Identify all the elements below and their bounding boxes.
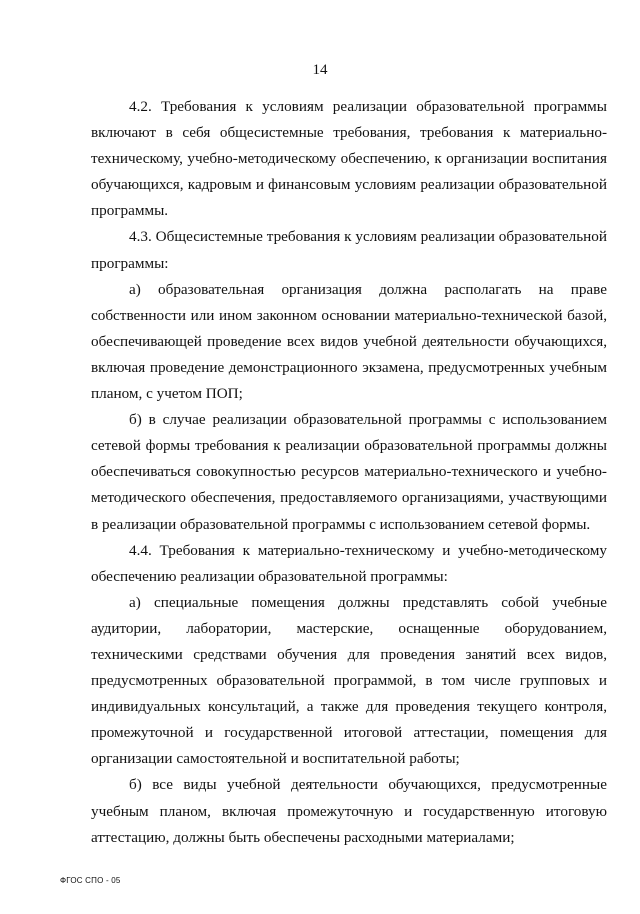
paragraph-4-3-a: а) образовательная организация должна располагать на праве собственности или ином законном основании материально-технической базой, обеспечивающей проведение всех видов учебной деятельности обучающихся, включая проведение демонстрационного экзамена, предусмотренных учебным планом, с учетом ПОП; [91,280,607,403]
footer-label: ФГОС СПО - 05 [60,876,121,885]
page-number: 14 [312,62,328,78]
paragraph-4-3-b: б) в случае реализации образовательной программы с использованием сетевой формы требования к реализации образовательной программы должны обеспечиваться совокупностью ресурсов материально-технического и учебно-методического обеспечения, предоставляемого организациями, участвующими в реализации образовательной программы с использованием сетевой формы. [91,411,607,533]
body-text [91,94,607,851]
paragraph-4-4-a: а) специальные помещения должны представлять собой учебные аудитории, лаборатории, мастерские, оснащенные оборудованием, техническими средствами обучения для проведения занятий всех видов, предусмотренных образовательной программой, в том числе групповых и индивидуальных консультаций, а также для проведения текущего контроля, промежуточной и государственной итоговой аттестации, помещения для организации самостоятельной и воспитательной работы; [91,593,607,768]
paragraph-4-2: 4.2. Требования к условиям реализации образовательной программы включают в себя общесистемные требования, требования к материально-техническому, учебно-методическому обеспечению, к организации воспитания обучающихся, кадровым и финансовым условиям реализации образовательной программы. [91,98,607,220]
paragraph-4-4-b: б) все виды учебной деятельности обучающихся, предусмотренные учебным планом, включая промежуточную и государственную итоговую аттестацию, должны быть обеспечены расходными материалами; [91,776,607,846]
paragraph-4-4: 4.4. Требования к материально-техническому и учебно-методическому обеспечению реализации образовательной программы: [91,541,607,585]
paragraph-4-3: 4.3. Общесистемные требования к условиям реализации образовательной программы: [91,228,607,272]
